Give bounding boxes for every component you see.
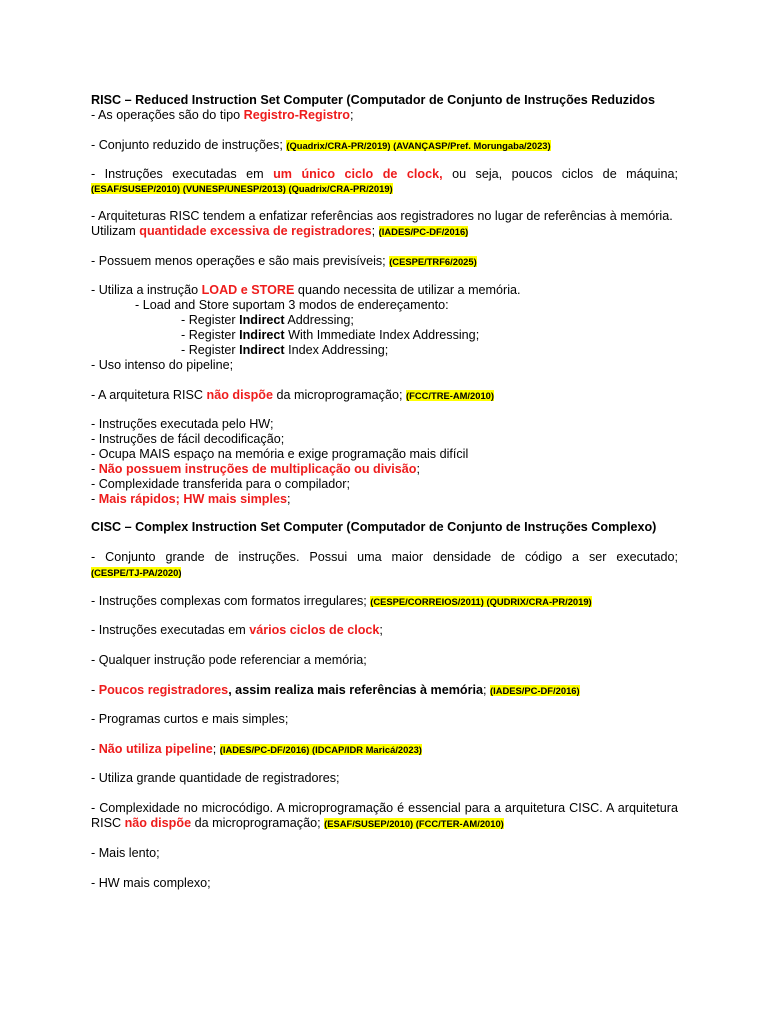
cisc-short-line: - Programas curtos e mais simples;: [91, 712, 289, 726]
text: -: [91, 462, 99, 476]
text: Utilizam: [91, 224, 140, 238]
text: Index Addressing;: [284, 343, 389, 357]
text: ;: [483, 683, 491, 697]
text: - Possuem menos operações e são mais previsíveis;: [91, 254, 390, 268]
bold-text: , assim realiza mais referências à memória: [228, 683, 484, 697]
emphasis: Não utiliza pipeline: [98, 742, 213, 756]
cisc-nopipe-line: [91, 742, 678, 757]
text: - Utiliza a instrução: [91, 283, 202, 297]
emphasis: vários ciclos de clock: [249, 623, 380, 637]
text: ;: [349, 108, 354, 122]
cisc-mcode-line: - Complexidade no microcódigo. A microprogramação é essencial para a arquitetura CISC. A arquitetura: [91, 801, 678, 815]
emphasis: um único ciclo de clock,: [273, 167, 443, 181]
exam-tag: (CESPE/CORREIOS/2011) (QUDRIX/CRA-PR/2019): [370, 596, 592, 607]
risc-mode-2: [181, 328, 678, 343]
risc-decode-line: - Instruções de fácil decodificação;: [91, 432, 285, 446]
text: - Instruções executadas em: [91, 623, 250, 637]
cisc-manyreg-line: - Utiliza grande quantidade de registradores;: [91, 771, 340, 785]
text: quando necessita de utilizar a memória.: [294, 283, 521, 297]
risc-hw-line: - Instruções executada pelo HW;: [91, 417, 274, 431]
exam-tag: (CESPE/TJ-PA/2020): [91, 567, 182, 578]
emphasis: quantidade excessiva de registradores: [139, 224, 372, 238]
text: - Instruções complexas com formatos irregulares;: [91, 594, 371, 608]
cisc-hw-line: - HW mais complexo;: [91, 876, 211, 890]
risc-fewer-line: [91, 254, 678, 269]
cisc-title: CISC – Complex Instruction Set Computer (Computador de Conjunto de Instruções Complexo): [91, 520, 657, 534]
exam-tag: (ESAF/SUSEP/2010) (VUNESP/UNESP/2013) (Quadrix/CRA-PR/2019): [91, 183, 393, 194]
cisc-mcode-line-2: [91, 816, 678, 831]
cisc-anymem-line: - Qualquer instrução pode referenciar a memória;: [91, 653, 367, 667]
risc-arch-line-2: [91, 224, 678, 239]
text: ;: [212, 742, 220, 756]
cisc-large-line: - Conjunto grande de instruções. Possui uma maior densidade de código a ser executado;: [91, 550, 678, 564]
risc-reduced-line: [91, 138, 678, 153]
risc-modes-title: - Load and Store suportam 3 modos de endereçamento:: [135, 298, 449, 312]
emphasis: não dispõe: [206, 388, 273, 402]
text: - A arquitetura RISC: [91, 388, 207, 402]
emphasis: LOAD e STORE: [201, 283, 295, 297]
text: -: [91, 492, 99, 506]
text: - Instruções executadas em: [91, 167, 274, 181]
risc-memory-line: - Ocupa MAIS espaço na memória e exige programação mais difícil: [91, 447, 469, 461]
exam-tag: (IADES/PC-DF/2016): [490, 685, 580, 696]
cisc-fewreg-line: [91, 683, 678, 698]
risc-fast-line: [91, 492, 678, 507]
bold-text: Indirect: [239, 328, 285, 342]
bold-text: Indirect: [239, 313, 285, 327]
emphasis: Registro-Registro: [243, 108, 350, 122]
risc-arch-line: - Arquiteturas RISC tendem a enfatizar referências aos registradores no lugar de referências à memória.: [91, 209, 673, 223]
risc-micro-line: [91, 388, 678, 403]
text: -: [91, 742, 99, 756]
risc-pipeline-line: - Uso intenso do pipeline;: [91, 358, 234, 372]
text: ;: [286, 492, 291, 506]
text: ;: [371, 224, 379, 238]
exam-tag: (ESAF/SUSEP/2010) (FCC/TER-AM/2010): [324, 818, 504, 829]
text: - Register: [181, 343, 240, 357]
text: -: [91, 683, 99, 697]
bold-text: Indirect: [239, 343, 285, 357]
emphasis: Poucos registradores: [98, 683, 229, 697]
cisc-cycles-line: [91, 623, 678, 638]
exam-tag: (FCC/TRE-AM/2010): [405, 390, 495, 401]
exam-tag: (CESPE/TRF6/2025): [389, 256, 477, 267]
text: ;: [379, 623, 383, 637]
text: - Register: [181, 313, 240, 327]
exam-tag: (IADES/PC-DF/2016): [378, 226, 469, 237]
emphasis: Mais rápidos; HW mais simples: [98, 492, 287, 506]
text: da microprogramação;: [191, 816, 325, 830]
exam-tag: (Quadrix/CRA-PR/2019) (AVANÇASP/Pref. Morungaba/2023): [286, 140, 551, 151]
text: With Immediate Index Addressing;: [284, 328, 480, 342]
exam-tag: (IADES/PC-DF/2016) (IDCAP/IDR Maricá/2023): [219, 744, 422, 755]
risc-load-line: [91, 283, 678, 298]
cisc-complex-line: [91, 594, 678, 609]
text: Addressing;: [284, 313, 354, 327]
text: - As operações são do tipo: [91, 108, 244, 122]
cisc-large-tag: [91, 565, 678, 580]
text: da microprogramação;: [272, 388, 406, 402]
text: - Conjunto reduzido de instruções;: [91, 138, 287, 152]
text: - Register: [181, 328, 240, 342]
text: ou seja, poucos ciclos de máquina;: [442, 167, 678, 181]
risc-clock-line: [91, 167, 678, 182]
emphasis: não dispõe: [124, 816, 192, 830]
risc-compiler-line: - Complexidade transferida para o compilador;: [91, 477, 351, 491]
risc-title: RISC – Reduced Instruction Set Computer (Computador de Conjunto de Instruções Reduzidos: [91, 93, 655, 107]
emphasis: Não possuem instruções de multiplicação ou divisão: [98, 462, 417, 476]
text: ;: [416, 462, 420, 476]
risc-nomult-line: [91, 462, 678, 477]
risc-clock-tags: [91, 181, 678, 196]
risc-mode-1: [181, 313, 678, 328]
cisc-slow-line: - Mais lento;: [91, 846, 160, 860]
risc-mode-3: [181, 343, 678, 358]
risc-ops-line: [91, 108, 678, 123]
text: RISC: [91, 816, 125, 830]
